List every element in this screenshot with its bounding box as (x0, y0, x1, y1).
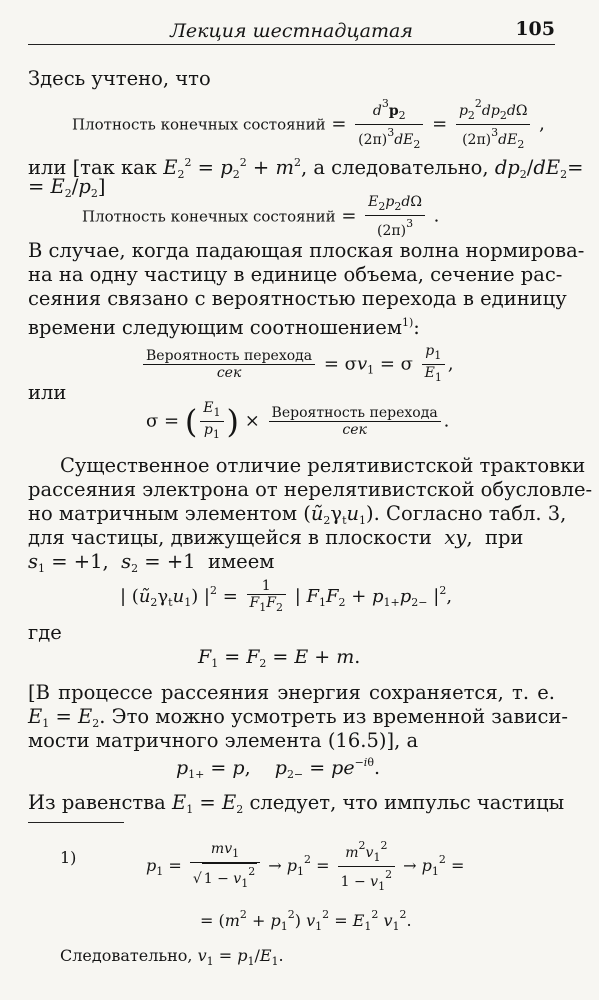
footnote-rule (28, 822, 124, 823)
para2-line-4: для частицы, движущейся в плоскости xy, при (28, 526, 524, 549)
equation-matrix-element: | $(ũ_2\gamma_tu_1) |^2$ = $\frac{1}{F_1F_2}$ | $F_1F_2 + p_{1+}p_{2-}$ $|^2$, (120, 578, 453, 614)
header-title: Лекция шестнадцатая (170, 20, 413, 42)
para2-line-5: $s_1 = +1$, $s_2 = +1$ имеем (28, 550, 275, 575)
para2-line-4a: для частицы, движущейся в плоскости (28, 526, 432, 549)
para3-line-3: мости матричного элемента (16.5)], а (28, 729, 419, 752)
para4-pre: Из равенства (28, 791, 166, 814)
para3-line-1: [В процессе рассеяния энергия сохраняется, т. е. (28, 681, 555, 704)
per-sec-den-2: сек (342, 422, 367, 438)
para3-line-2-text: . Это можно усмотреть из временной зависи- (99, 705, 569, 728)
where-text: где (28, 621, 62, 644)
para4-text: следует, что импульс частицы (249, 791, 565, 814)
running-header (28, 18, 555, 45)
footnote-equation-1: $p_1$ = $\frac{mv_1}{√ 1 - v_1^2}$ → $p_1^2$ = $\frac{m^2v_1^2}{1 - v_1^2}$ → $p_1^2$ = (146, 839, 465, 893)
transition-prob-num: Вероятность перехода (143, 348, 315, 365)
para2-line-3a: но матричным элементом (28, 502, 298, 525)
para2-line-3: но матричным элементом $(ũ_2\gamma_tu_1)$. Согласно табл. 3, (28, 502, 567, 527)
equation-sigma: σ = ( $\frac{E_1}{p_1}$ ) × $\frac{\text{Вероятность перехода}}{\text{сек}}$ . (146, 400, 450, 441)
since-text-1: или [так как (28, 156, 157, 179)
footnote-equation-2: = $(m^2 + p_1^2) v_1^2 = E_1^2$ $v_1^2$. (200, 908, 412, 933)
since-line-1: или [так как $E_2^2 = p_2^2 + m^2$, а следовательно, $dp_2/dE_2=$ (28, 156, 584, 181)
transition-prob-num-2: Вероятность перехода (269, 405, 441, 422)
equation-F: $F_1 = F_2 = E + m$. (198, 646, 361, 670)
para1-line-4-text: времени следующим соотношением (28, 316, 402, 339)
equation-density-2: Плотность конечных состояний = $\frac{E_2p_2d\Omega}{(2\pi)^3}$ . (82, 194, 440, 239)
footnote-conclusion-text: Следовательно, (60, 946, 193, 965)
or-text: или (28, 381, 67, 404)
para1-line-4: времени следующим соотношением$^{1)}$: (28, 316, 420, 339)
para2-line-2: рассеяния электрона от нерелятивистской обусловле- (28, 478, 593, 501)
para2-line-1: Существенное отличие релятивистской трактовки (60, 454, 586, 477)
since-line-2: = $E_2/p_2$] (28, 175, 106, 200)
footnote-mark: 1) (60, 848, 77, 867)
para3-line-2: $E_1 = E_2$. Это можно усмотреть из временной зависи- (28, 705, 569, 730)
per-sec-den: сек (216, 365, 242, 381)
density-label: Плотность конечных состояний (72, 115, 326, 134)
intro-text: Здесь учтено, что (28, 67, 211, 90)
para1-line-2: на на одну частицу в единице объема, сечение рас- (28, 263, 563, 286)
page-number: 105 (515, 18, 555, 40)
para2-line-5-text: имеем (208, 550, 275, 573)
para1-line-3: сеяния связано с вероятностью перехода в единицу (28, 287, 567, 310)
para1-line-1: В случае, когда падающая плоская волна нормирова- (28, 239, 585, 262)
equation-transition: $\frac{\text{Вероятность перехода}}{\text{сек}}$ = $\sigma v_1 = \sigma$ $\frac{p_1}{E_1}$ , (140, 343, 454, 386)
footnote-conclusion: Следовательно, $v_1 = p_1/E_1$. (60, 946, 284, 968)
since-text-2: , а следовательно, (300, 156, 489, 179)
para2-line-3b: . Согласно табл. 3, (373, 502, 567, 525)
para2-line-4b: при (484, 526, 524, 549)
equation-density-1: Плотность конечных состояний = $\frac{d^3p_2}{(2\pi)^3dE_2}$ = $\frac{p_2^2dp_2d\Omega}{(2\pi)^3dE_2}$ , (72, 97, 545, 151)
equation-p: $p_{1+} = p$, $p_{2-} = pe^{-i\theta}$. (176, 756, 380, 781)
para4-line: Из равенства $E_1 = E_2$ следует, что импульс частицы (28, 791, 565, 816)
density-label-2: Плотность конечных состояний (82, 207, 336, 226)
var-xy: xy (444, 526, 467, 549)
